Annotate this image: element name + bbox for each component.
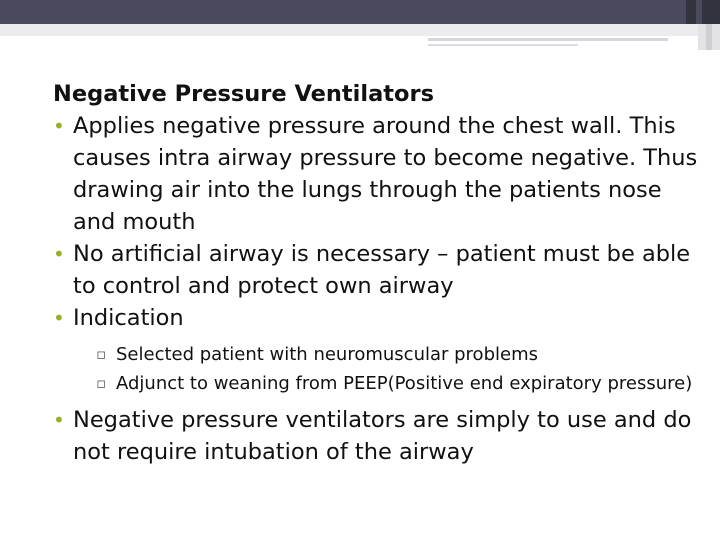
decorative-rule bbox=[428, 44, 578, 46]
bullet-item bbox=[53, 238, 703, 302]
bullet-icon: • bbox=[53, 408, 65, 432]
header-accent-block bbox=[686, 0, 696, 24]
slide-header-bar bbox=[0, 0, 720, 24]
header-side-strip bbox=[698, 24, 720, 50]
bullet-icon: • bbox=[53, 114, 65, 138]
header-side-strip-inner bbox=[706, 24, 712, 50]
bullet-text: Indication bbox=[73, 305, 184, 331]
bullet-text: Negative pressure ventilators are simply to use and do not require intubation of the airway bbox=[73, 407, 692, 465]
bullet-item bbox=[53, 302, 703, 398]
header-accent-block bbox=[702, 0, 720, 24]
sub-bullet-item bbox=[96, 340, 703, 369]
bullet-text: Applies negative pressure around the chest wall. This causes intra airway pressure to become negative. Thus drawing air into the lungs through the patients nose and mouth bbox=[73, 113, 698, 235]
slide-title: Negative Pressure Ventilators bbox=[53, 81, 434, 107]
bullet-icon: • bbox=[53, 306, 65, 330]
bullet-text: No artificial airway is necessary – patient must be able to control and protect own airway bbox=[73, 241, 691, 299]
sub-bullet-list bbox=[73, 340, 703, 398]
header-band bbox=[0, 24, 720, 36]
bullet-list bbox=[53, 110, 703, 468]
sub-bullet-icon: ▫ bbox=[96, 345, 107, 363]
sub-bullet-icon: ▫ bbox=[96, 374, 107, 392]
bullet-icon: • bbox=[53, 242, 65, 266]
bullet-item bbox=[53, 404, 703, 468]
sub-bullet-text: Selected patient with neuromuscular problems bbox=[116, 344, 538, 365]
sub-bullet-item bbox=[96, 369, 703, 398]
slide-content bbox=[53, 78, 703, 468]
sub-bullet-text: Adjunct to weaning from PEEP(Positive end expiratory pressure) bbox=[116, 373, 693, 394]
decorative-rule bbox=[428, 38, 668, 41]
bullet-item bbox=[53, 110, 703, 238]
